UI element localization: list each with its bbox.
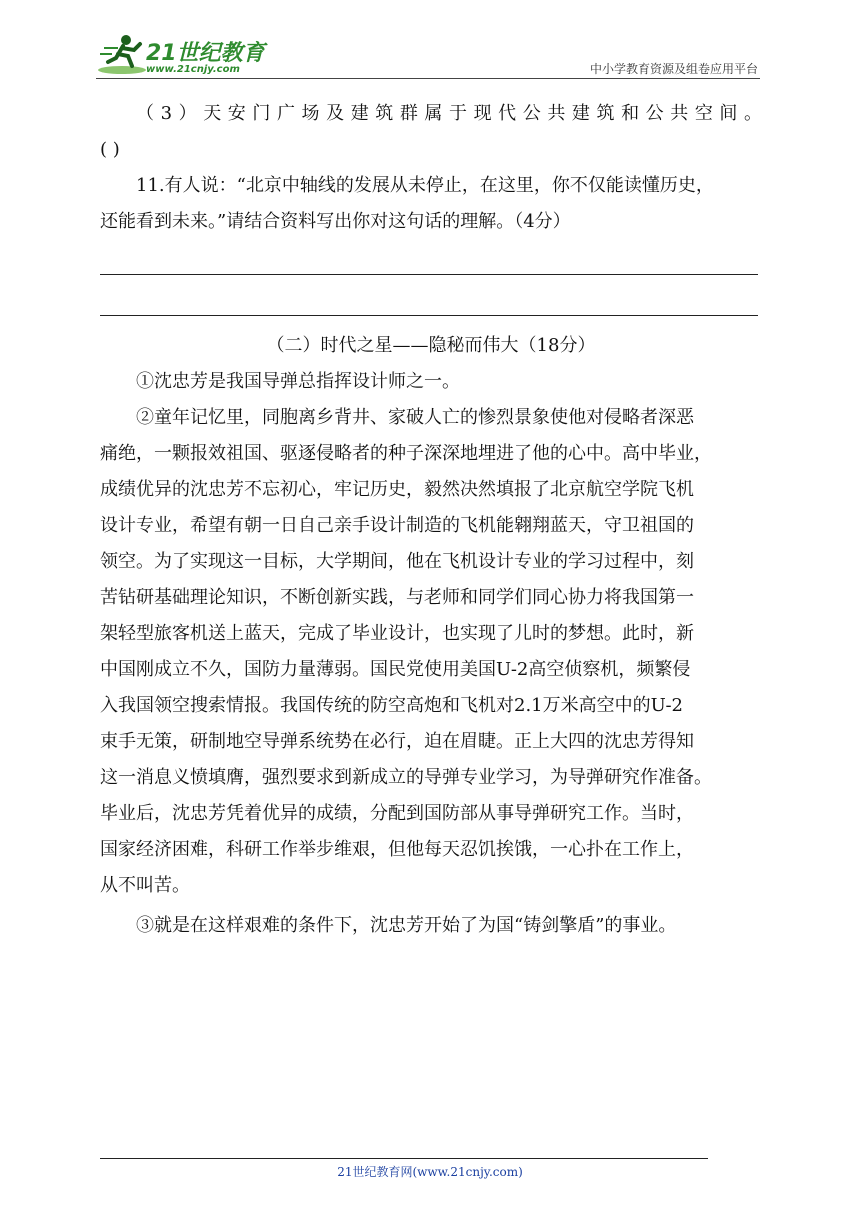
logo-brand-text: 21世纪教育 xyxy=(146,41,265,66)
page-header xyxy=(0,0,860,90)
paragraph-2-line: 毕业后，沈忠芳凭着优异的成绩，分配到国防部从事导弹研究工作。当时， xyxy=(100,803,694,824)
logo-url-text: www.21cnjy.com xyxy=(146,64,240,75)
document-body xyxy=(100,96,762,944)
site-logo[interactable] xyxy=(96,32,266,82)
question-10-item-3: （3）天安门广场及建筑群属于现代公共建筑和公共空间。 xyxy=(136,103,762,124)
paragraph-2-line: ②童年记忆里，同胞离乡背井、家破人亡的惨烈景象使他对侵略者深恶 xyxy=(136,407,694,428)
paragraph-1: ①沈忠芳是我国导弹总指挥设计师之一。 xyxy=(136,371,460,392)
footer-link[interactable]: 21世纪教育网(www.21cnjy.com) xyxy=(337,1165,523,1179)
paragraph-2-line: 领空。为了实现这一目标，大学期间，他在飞机设计专业的学习过程中，刻 xyxy=(100,551,694,572)
question-11-line-2: 还能看到未来。”请结合资料写出你对这句话的理解。（4分） xyxy=(100,211,571,232)
paragraph-2-line: 束手无策，研制地空导弹系统势在必行，迫在眉睫。正上大四的沈忠芳得知 xyxy=(100,731,694,752)
paragraph-2-line: 入我国领空搜索情报。我国传统的防空高炮和飞机对2.1万米高空中的U-2 xyxy=(100,695,684,716)
header-divider xyxy=(96,78,760,79)
paragraph-2-line: 从不叫苦。 xyxy=(100,875,190,896)
question-11-line-1: 11.有人说：“北京中轴线的发展从未停止，在这里，你不仅能读懂历史， xyxy=(136,175,714,196)
paragraph-2-line: 这一消息义愤填膺，强烈要求到新成立的导弹专业学习，为导弹研究作准备。 xyxy=(100,767,712,788)
paragraph-2-line: 国家经济困难，科研工作举步维艰，但他每天忍饥挨饿，一心扑在工作上， xyxy=(100,839,694,860)
paragraph-2-line: 痛绝，一颗报效祖国、驱逐侵略者的种子深深地埋进了他的心中。高中毕业， xyxy=(100,443,712,464)
answer-parenthesis: ( ) xyxy=(100,139,120,160)
footer-divider xyxy=(100,1158,708,1159)
platform-name: 中小学教育资源及组卷应用平台 xyxy=(589,62,758,76)
paragraph-2-line: 设计专业，希望有朝一日自己亲手设计制造的飞机能翱翔蓝天，守卫祖国的 xyxy=(100,515,694,536)
paragraph-2-line: 架轻型旅客机送上蓝天，完成了毕业设计，也实现了儿时的梦想。此时，新 xyxy=(100,623,694,644)
paragraph-2-line: 成绩优异的沈忠芳不忘初心，牢记历史，毅然决然填报了北京航空学院飞机 xyxy=(100,479,694,500)
paragraph-2-line: 中国刚成立不久，国防力量薄弱。国民党使用美国U-2高空侦察机，频繁侵 xyxy=(100,659,691,680)
paragraph-3: ③就是在这样艰难的条件下，沈忠芳开始了为国“铸剑擎盾”的事业。 xyxy=(136,915,677,936)
section-title: （二）时代之星——隐秘而伟大（18分） xyxy=(266,335,596,356)
paragraph-2 xyxy=(100,400,762,904)
paragraph-2-line: 苦钻研基础理论知识，不断创新实践，与老师和同学们同心协力将我国第一 xyxy=(100,587,694,608)
